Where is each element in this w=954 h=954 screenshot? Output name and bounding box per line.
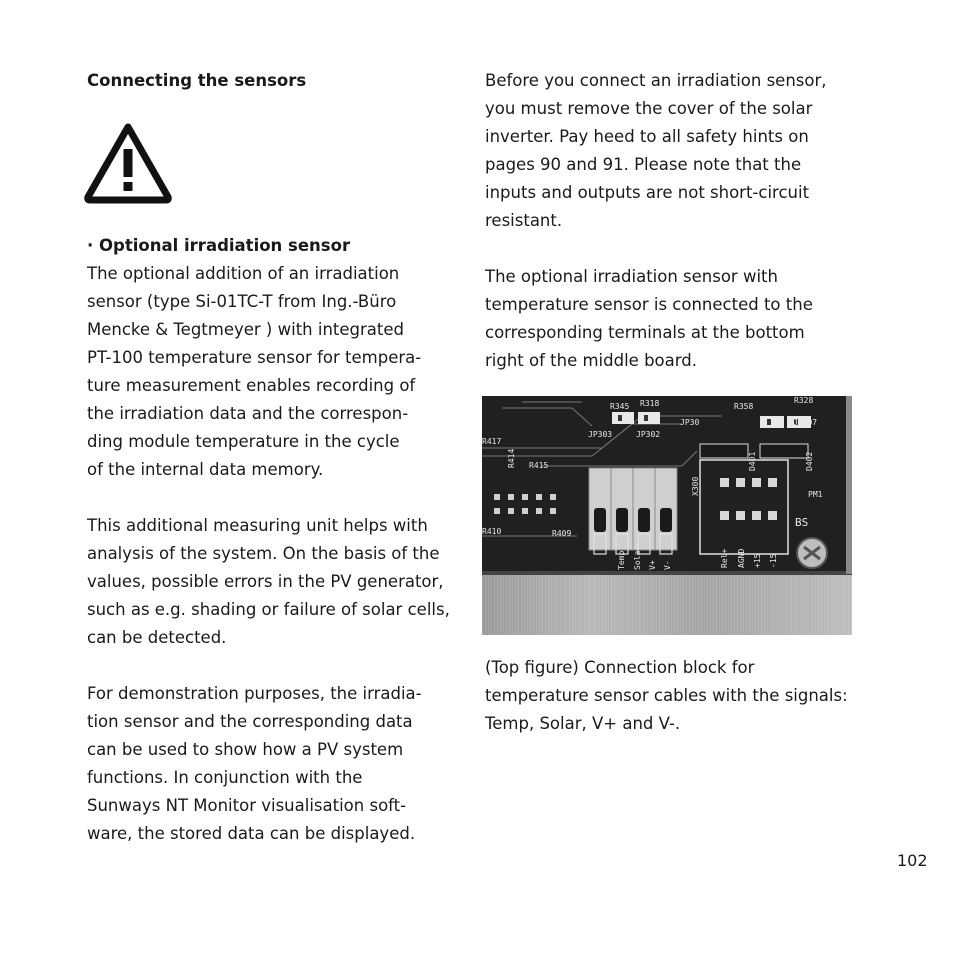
sub-heading-irradiation-sensor: · Optional irradiation sensor (87, 236, 351, 255)
left-column (87, 67, 462, 848)
label-pm1: PM1 (808, 490, 823, 499)
paragraph-intro: The optional addition of an irradiation sensor (type Si-01TC-T from Ing.-Büro Mencke & Tegtmeyer ) with integrated PT-100 temperature sensor for tempera- ture measurement enables recording of the irradiation data and the correspon- ding module temperature in the cycle of the internal data memory. (87, 264, 422, 479)
label-p15: +15 (753, 553, 762, 568)
label-solar: Solar (633, 545, 642, 570)
label-r358: R358 (734, 402, 754, 411)
label-r318: R318 (640, 399, 660, 408)
label-rel: Rel+ (720, 548, 729, 568)
label-r328: R328 (794, 396, 814, 405)
label-d401: D401 (748, 451, 757, 471)
circuit-board-photo (482, 396, 852, 635)
label-r415: R415 (529, 461, 549, 470)
paragraph-connection: The optional irradiation sensor with temperature sensor is connected to the corresponding terminals at the bottom right of the middle board. (485, 267, 813, 370)
label-jp30: JP30 (680, 418, 700, 427)
label-vminus: V- (663, 560, 672, 570)
warning-triangle-icon (83, 121, 173, 205)
paragraph-analysis: This additional measuring unit helps with analysis of the system. On the basis of the values, possible errors in the PV generator, such as e.g. shading or failure of solar cells, can be detected. (87, 516, 450, 647)
right-column (485, 67, 855, 375)
label-jp307: JP307 (793, 418, 818, 427)
figure-caption: (Top figure) Connection block for temperature sensor cables with the signals: Temp, Solar, V+ and V-. (485, 658, 848, 733)
label-x300: X300 (691, 476, 700, 496)
label-vplus: V+ (648, 560, 657, 570)
label-d402: D402 (805, 451, 814, 471)
paragraph-demonstration: For demonstration purposes, the irradia- tion sensor and the corresponding data can be used to show how a PV system functions. In conjunction with the Sunways NT Monitor visualisation soft- ware, the stored data can be displayed. (87, 684, 422, 843)
page-number: 102 (897, 851, 928, 870)
paragraph-safety: Before you connect an irradiation sensor, you must remove the cover of the solar inverter. Pay heed to all safety hints on pages 90 and 91. Please note that the inputs and outputs are not short-circuit resistant. (485, 71, 827, 230)
label-temp: Temp (617, 550, 626, 570)
label-m15: -15 (769, 553, 778, 568)
label-r345: R345 (610, 402, 630, 411)
label-jp303: JP303 (588, 430, 613, 439)
label-jp302: JP302 (636, 430, 661, 439)
label-r409: R409 (552, 529, 572, 538)
label-bs: BS (795, 516, 809, 529)
section-heading: Connecting the sensors (87, 71, 307, 90)
label-r417: R417 (482, 437, 502, 446)
label-agnd: AGND (737, 548, 746, 568)
label-r414: R414 (507, 448, 516, 468)
label-r410: R410 (482, 527, 502, 536)
